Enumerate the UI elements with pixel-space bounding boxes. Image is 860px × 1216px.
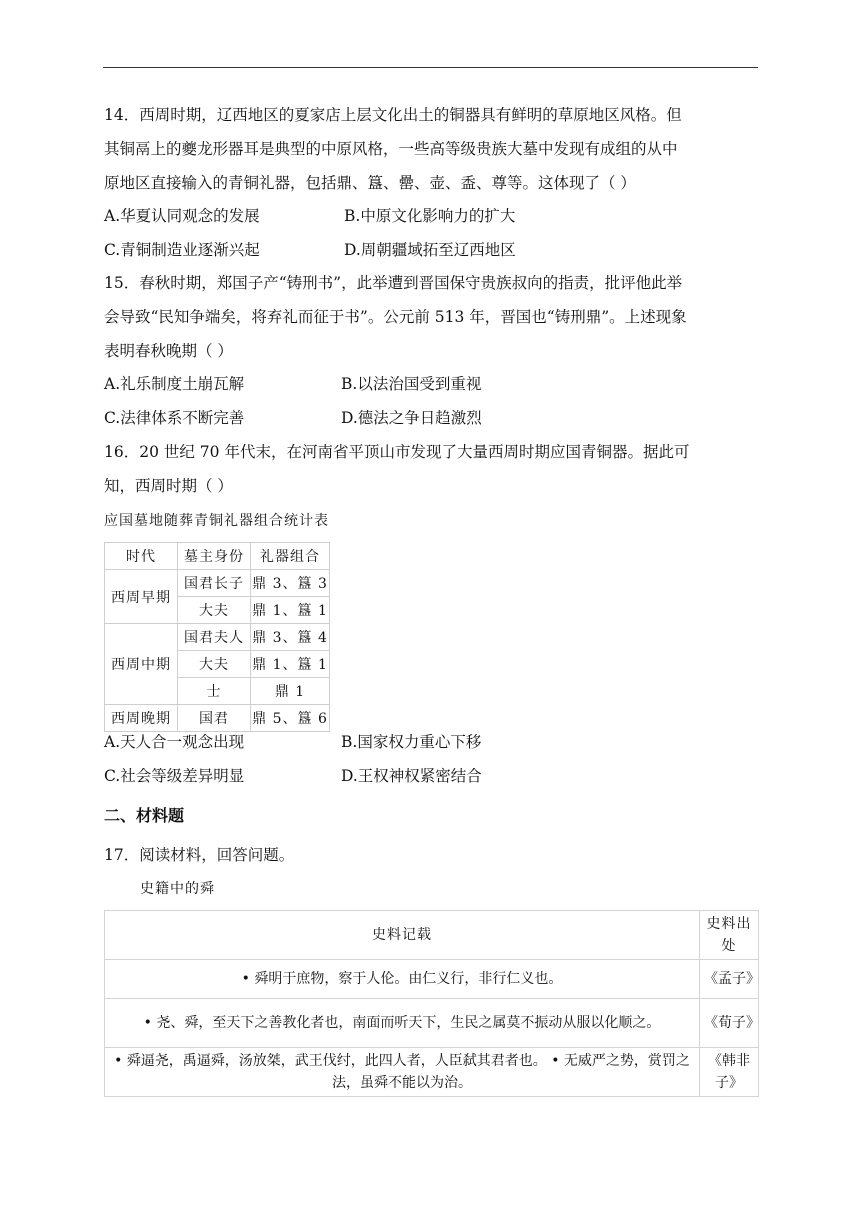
q16-option-b: B.国家权力重心下移 — [341, 733, 482, 751]
table-row — [105, 624, 330, 651]
q16-option-d: D.王权神权紧密结合 — [341, 767, 482, 785]
period-cell: 西周晚期 — [105, 705, 178, 732]
q15-stem-line3: 表明春秋晚期（ ） — [104, 342, 233, 360]
header-source: 史料出处 — [700, 911, 759, 960]
q17-prompt: 17．阅读材料，回答问题。 — [104, 846, 295, 864]
source-cell: 《荀子》 — [700, 999, 759, 1048]
q16-stem-line2: 知，西周时期（ ） — [104, 477, 233, 495]
combo-cell: 鼎 5、簋 6 — [251, 705, 330, 732]
table-row — [105, 570, 330, 597]
q16-option-a: A.天人合一观念出现 — [104, 733, 245, 751]
q14-option-b: B.中原文化影响力的扩大 — [344, 207, 516, 225]
record-cell: • 舜逼尧，禹逼舜，汤放桀，武王伐纣，此四人者，人臣弑其君者也。 • 无威严之势，赏罚之法，虽舜不能以为治。 — [105, 1048, 700, 1097]
table-header-row — [105, 543, 330, 570]
q15-stem-line1: 15．春秋时期，郑国子产“铸刑书”，此举遭到晋国保守贵族叔向的指责，批评他此举 — [104, 274, 683, 292]
source-cell: 《韩非子》 — [700, 1048, 759, 1097]
q15-option-d: D.德法之争日趋激烈 — [341, 409, 482, 427]
record-cell: • 舜明于庶物，察于人伦。由仁义行，非行仁义也。 — [105, 960, 700, 999]
q14-option-a: A.华夏认同观念的发展 — [104, 207, 260, 225]
identity-cell: 国君长子 — [178, 570, 251, 597]
combo-cell: 鼎 3、簋 3 — [251, 570, 330, 597]
header-combo: 礼器组合 — [251, 543, 330, 570]
q14-option-d: D.周朝疆域拓至辽西地区 — [344, 241, 516, 259]
q14-stem-line2: 其铜鬲上的夔龙形器耳是典型的中原风格，一些高等级贵族大墓中发现有成组的从中 — [104, 140, 678, 158]
q15-option-a: A.礼乐制度土崩瓦解 — [104, 375, 245, 393]
period-cell: 西周早期 — [105, 570, 178, 624]
table-row — [105, 1048, 759, 1097]
table-row — [105, 999, 759, 1048]
table-row — [105, 705, 330, 732]
identity-cell: 国君 — [178, 705, 251, 732]
identity-cell: 国君夫人 — [178, 624, 251, 651]
combo-cell: 鼎 1、簋 1 — [251, 597, 330, 624]
identity-cell: 大夫 — [178, 597, 251, 624]
header-rule — [103, 67, 758, 68]
q17-table — [104, 910, 759, 1097]
q16-table-caption: 应国墓地随葬青铜礼器组合统计表 — [104, 513, 329, 529]
q14-stem-line1: 14．西周时期，辽西地区的夏家店上层文化出土的铜器具有鲜明的草原地区风格。但 — [104, 106, 682, 124]
q16-stem-line1: 16．20 世纪 70 年代末，在河南省平顶山市发现了大量西周时期应国青铜器。据此可 — [104, 443, 690, 461]
q15-stem-line2: 会导致“民知争端矣，将弃礼而征于书”。公元前 513 年，晋国也“铸刑鼎”。上述现象 — [104, 308, 687, 326]
q15-option-c: C.法律体系不断完善 — [104, 409, 245, 427]
combo-cell: 鼎 3、簋 4 — [251, 624, 330, 651]
q15-option-b: B.以法治国受到重视 — [341, 375, 482, 393]
q14-stem-line3: 原地区直接输入的青铜礼器，包括鼎、簋、罍、壶、盉、尊等。这体现了（ ） — [104, 174, 636, 192]
identity-cell: 大夫 — [178, 651, 251, 678]
source-cell: 《孟子》 — [700, 960, 759, 999]
q16-option-c: C.社会等级差异明显 — [104, 767, 245, 785]
period-cell: 西周中期 — [105, 624, 178, 705]
identity-cell: 士 — [178, 678, 251, 705]
q16-table — [104, 542, 330, 732]
section-heading: 二、材料题 — [104, 806, 185, 825]
q14-option-c: C.青铜制造业逐渐兴起 — [104, 241, 260, 259]
record-cell: • 尧、舜，至天下之善教化者也，南面而听天下，生民之属莫不振动从服以化顺之。 — [105, 999, 700, 1048]
table-header-row — [105, 911, 759, 960]
header-period: 时代 — [105, 543, 178, 570]
combo-cell: 鼎 1 — [251, 678, 330, 705]
header-identity: 墓主身份 — [178, 543, 251, 570]
table-row — [105, 960, 759, 999]
combo-cell: 鼎 1、簋 1 — [251, 651, 330, 678]
q17-caption: 史籍中的舜 — [140, 881, 215, 897]
header-record: 史料记载 — [105, 911, 700, 960]
